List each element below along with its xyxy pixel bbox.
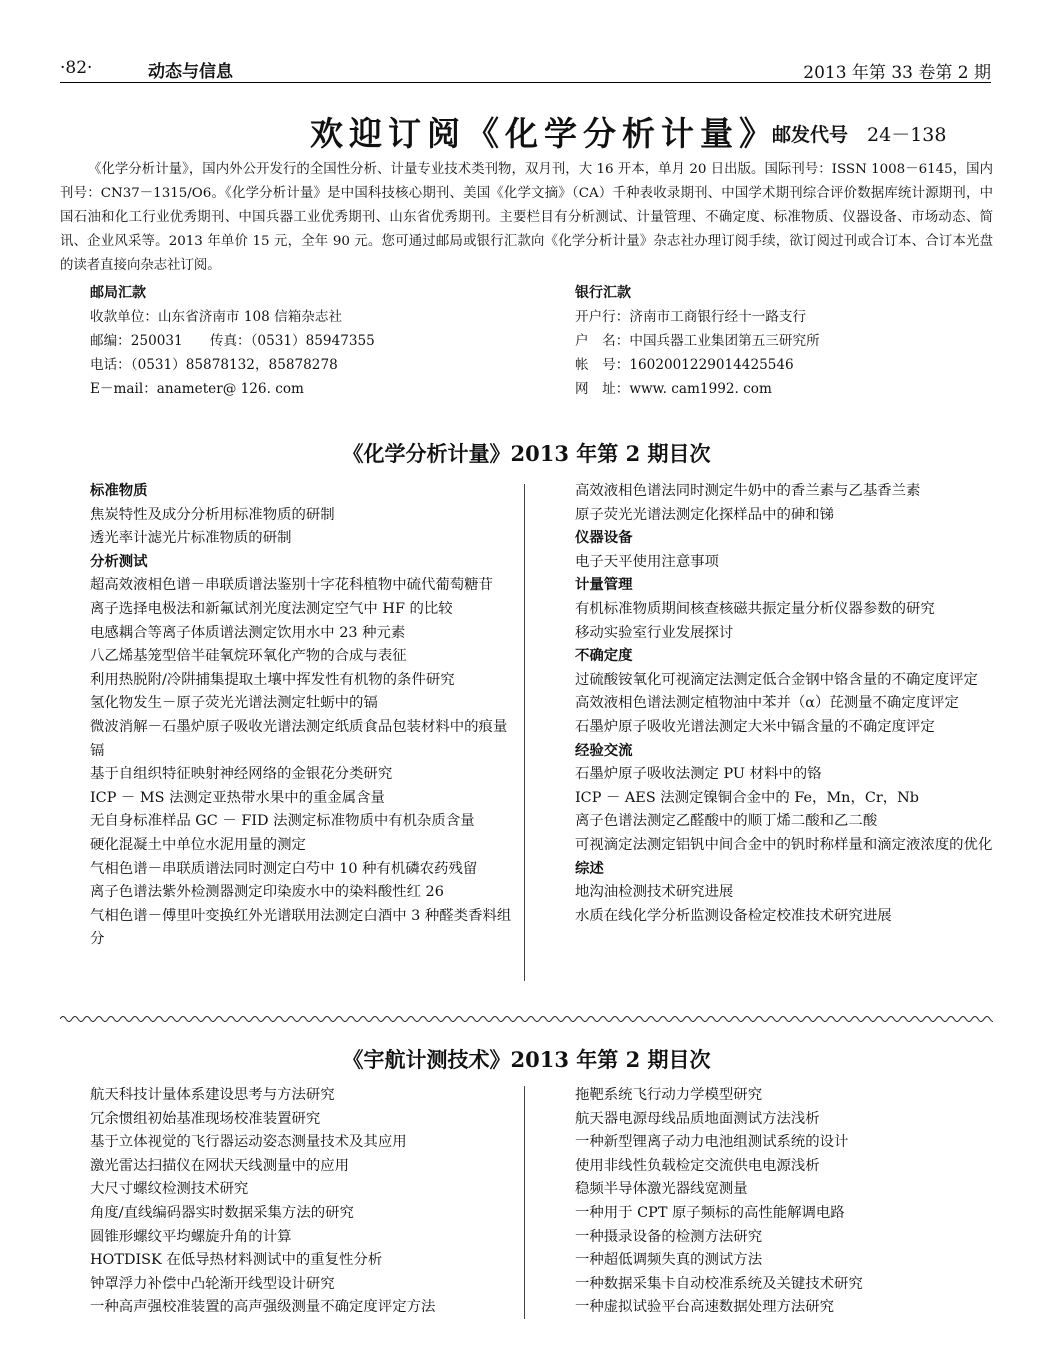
toc-category: 计量管理: [575, 577, 633, 594]
header-rule: [60, 82, 991, 83]
postal-code: [772, 120, 946, 147]
toc-entry: 航天科技计量体系建设思考与方法研究: [90, 1087, 335, 1103]
toc1-left-column: [90, 480, 512, 952]
toc-entry: 一种超低调频失真的测试方法: [575, 1252, 763, 1269]
toc-category: 分析测试: [90, 553, 148, 570]
toc-entry: 离子色谱法紫外检测器测定印染废水中的染料酸性红 26: [90, 884, 444, 901]
toc-entry: 地沟油检测技术研究进展: [575, 884, 734, 901]
toc-entry: 过硫酸铵氧化可视滴定法测定低合金钢中铬含量的不确定度评定: [575, 671, 978, 688]
toc-entry: HOTDISK 在低导热材料测试中的重复性分析: [90, 1252, 383, 1269]
toc-entry: 使用非线性负载检定交流供电电源浅析: [575, 1157, 820, 1174]
bank-line: 网 址：www. cam1992. com: [575, 381, 772, 397]
toc-entry: 大尺寸螺纹检测技术研究: [90, 1181, 249, 1198]
postal-code-value: 24－138: [867, 124, 947, 146]
toc-entry: 一种新型锂离子动力电池组测试系统的设计: [575, 1134, 849, 1151]
toc-entry: 一种摄录设备的检测方法研究: [575, 1228, 763, 1245]
toc-category: 综述: [575, 860, 604, 877]
wavy-divider: [60, 1012, 993, 1026]
toc-entry: 硬化混凝土中单位水泥用量的测定: [90, 836, 306, 853]
post-line: 邮编：250031 传真：（0531）85947355: [90, 333, 375, 349]
toc-entry: 气相色谱－串联质谱法同时测定白芍中 10 种有机磷农药残留: [90, 860, 478, 877]
toc-entry: 钟罩浮力补偿中凸轮渐开线型设计研究: [90, 1275, 335, 1292]
toc-entry: 气相色谱－傅里叶变换红外光谱联用法测定白酒中 3 种醛类香料组分: [90, 907, 512, 948]
toc-entry: 离子色谱法测定乙醛酸中的顺丁烯二酸和乙二酸: [575, 813, 878, 830]
bank-heading: 银行汇款: [575, 285, 631, 301]
bank-remittance: [575, 281, 995, 401]
toc-entry: 一种虚拟试验平台高速数据处理方法研究: [575, 1299, 835, 1316]
postal-label: 邮发代号: [772, 124, 849, 146]
toc-entry: 一种用于 CPT 原子频标的高性能解调电路: [575, 1204, 845, 1221]
toc-entry: 石墨炉原子吸收法测定 PU 材料中的铬: [575, 766, 822, 783]
ad-intro: 《化学分析计量》，国内外公开发行的全国性分析、计量专业技术类刊物，双月刊，大 16 开本，单月 20 日出版。国际刊号：ISSN 1008－6145，国内刊号：CN37－1315/O6。《化学分析计量》是中国科技核心期刊、美国《化学文摘》（CA）千种表收录期刊、中国学术期刊综合评价数据库统计源期刊，中国石油和化工行业优秀期刊、中国兵器工业优秀期刊、山东省优秀期刊。主要栏目有分析测试、计量管理、不确定度、标准物质、仪器设备、市场动态、简讯、企业风采等。2013 年单价 15 元，全年 90 元。您可通过邮局或银行汇款向《化学分析计量》杂志社办理订阅手续，欲订阅过刊或合订本、合订本光盘的读者直接向杂志社订阅。: [60, 162, 993, 273]
toc-entry: 透光率计滤光片标准物质的研制: [90, 530, 292, 547]
toc-entry: 微波消解－石墨炉原子吸收光谱法测定纸质食品包装材料中的痕量镉: [90, 718, 508, 759]
toc-entry: 一种高声强校准装置的高声强级测量不确定度评定方法: [90, 1299, 436, 1316]
post-remittance: [90, 281, 530, 401]
toc-category: 标准物质: [90, 483, 148, 499]
post-heading: 邮局汇款: [90, 285, 146, 301]
toc-entry: 高效液相色谱法同时测定牛奶中的香兰素与乙基香兰素: [575, 483, 921, 499]
toc-entry: 移动实验室行业发展探讨: [575, 624, 734, 641]
toc2-right-column: [575, 1084, 995, 1320]
toc-entry: 氢化物发生－原子荧光光谱法测定牡蛎中的镉: [90, 695, 378, 712]
ad-title: 欢迎订阅《化学分析计量》: [310, 114, 778, 153]
toc2-left-column: [90, 1084, 520, 1320]
toc-entry: 无自身标准样品 GC － FID 法测定标准物质中有机杂质含量: [90, 813, 475, 830]
post-line: 收款单位：山东省济南市 108 信箱杂志社: [90, 309, 343, 325]
toc-entry: 冗余惯组初始基准现场校准装置研究: [90, 1110, 321, 1127]
post-line: E－mail：anameter@ 126. com: [90, 381, 304, 397]
toc-entry: 激光雷达扫描仪在网状天线测量中的应用: [90, 1157, 350, 1174]
toc-entry: 离子选择电极法和新氟试剂光度法测定空气中 HF 的比较: [90, 600, 453, 617]
toc-entry: 水质在线化学分析监测设备检定校准技术研究进展: [575, 907, 892, 924]
toc-entry: 高效液相色谱法测定植物油中苯并（α）芘测量不确定度评定: [575, 695, 959, 712]
toc-entry: 八乙烯基笼型倍半硅氧烷环氧化产物的合成与表征: [90, 648, 407, 665]
toc-entry: 有机标准物质期间核查核磁共振定量分析仪器参数的研究: [575, 600, 935, 617]
toc-entry: ICP － AES 法测定镍铜合金中的 Fe，Mn，Cr，Nb: [575, 789, 919, 806]
toc-entry: 角度/直线编码器实时数据采集方法的研究: [90, 1204, 354, 1221]
column-divider: [524, 1086, 525, 1319]
running-header: [60, 54, 991, 82]
toc-entry: 焦炭特性及成分分析用标准物质的研制: [90, 506, 335, 523]
issue-info: 2013 年第 33 卷第 2 期: [803, 63, 991, 83]
toc-entry: 圆锥形螺纹平均螺旋升角的计算: [90, 1228, 292, 1245]
toc-entry: 基于自组织特征映射神经网络的金银花分类研究: [90, 766, 393, 783]
toc-entry: 超高效液相色谱－串联质谱法鉴别十字花科植物中硫代葡萄糖苷: [90, 577, 493, 594]
toc-entry: 电子天平使用注意事项: [575, 553, 719, 570]
toc-category: 仪器设备: [575, 530, 633, 547]
bank-line: 开户行：济南市工商银行经十一路支行: [575, 309, 807, 325]
toc-entry: 石墨炉原子吸收光谱法测定大米中镉含量的不确定度评定: [575, 718, 935, 735]
toc-entry: 电感耦合等离子体质谱法测定饮用水中 23 种元素: [90, 624, 406, 641]
bank-line: 户 名：中国兵器工业集团第五三研究所: [575, 333, 820, 349]
toc-entry: 原子荧光光谱法测定化探样品中的砷和锑: [575, 506, 835, 523]
toc-entry: 一种数据采集卡自动校准系统及关键技术研究: [575, 1275, 863, 1292]
toc2-title: 《宇航计测技术》2013 年第 2 期目次: [342, 1047, 711, 1072]
toc-entry: 基于立体视觉的飞行器运动姿态测量技术及其应用: [90, 1134, 407, 1151]
section-name: 动态与信息: [148, 62, 233, 82]
post-line: 电话：（0531）85878132，85878278: [90, 357, 338, 373]
toc-entry: 拖靶系统飞行动力学模型研究: [575, 1087, 763, 1103]
page-number: ·82·: [60, 58, 93, 78]
toc-category: 不确定度: [575, 648, 633, 665]
toc-category: 经验交流: [575, 742, 633, 759]
bank-line: 帐 号：1602001229014425546: [575, 357, 794, 373]
toc-entry: 航天器电源母线品质地面测试方法浅析: [575, 1110, 820, 1127]
toc-entry: 可视滴定法测定铝钒中间合金中的钒时称样量和滴定液浓度的优化: [575, 836, 993, 853]
toc1-title: 《化学分析计量》2013 年第 2 期目次: [342, 441, 711, 466]
toc-entry: ICP － MS 法测定亚热带水果中的重金属含量: [90, 789, 385, 806]
toc1-right-column: [575, 480, 995, 928]
toc-entry: 稳频半导体激光器线宽测量: [575, 1181, 748, 1198]
toc-entry: 利用热脱附/冷阱捕集提取土壤中挥发性有机物的条件研究: [90, 671, 455, 688]
column-divider: [524, 484, 525, 981]
